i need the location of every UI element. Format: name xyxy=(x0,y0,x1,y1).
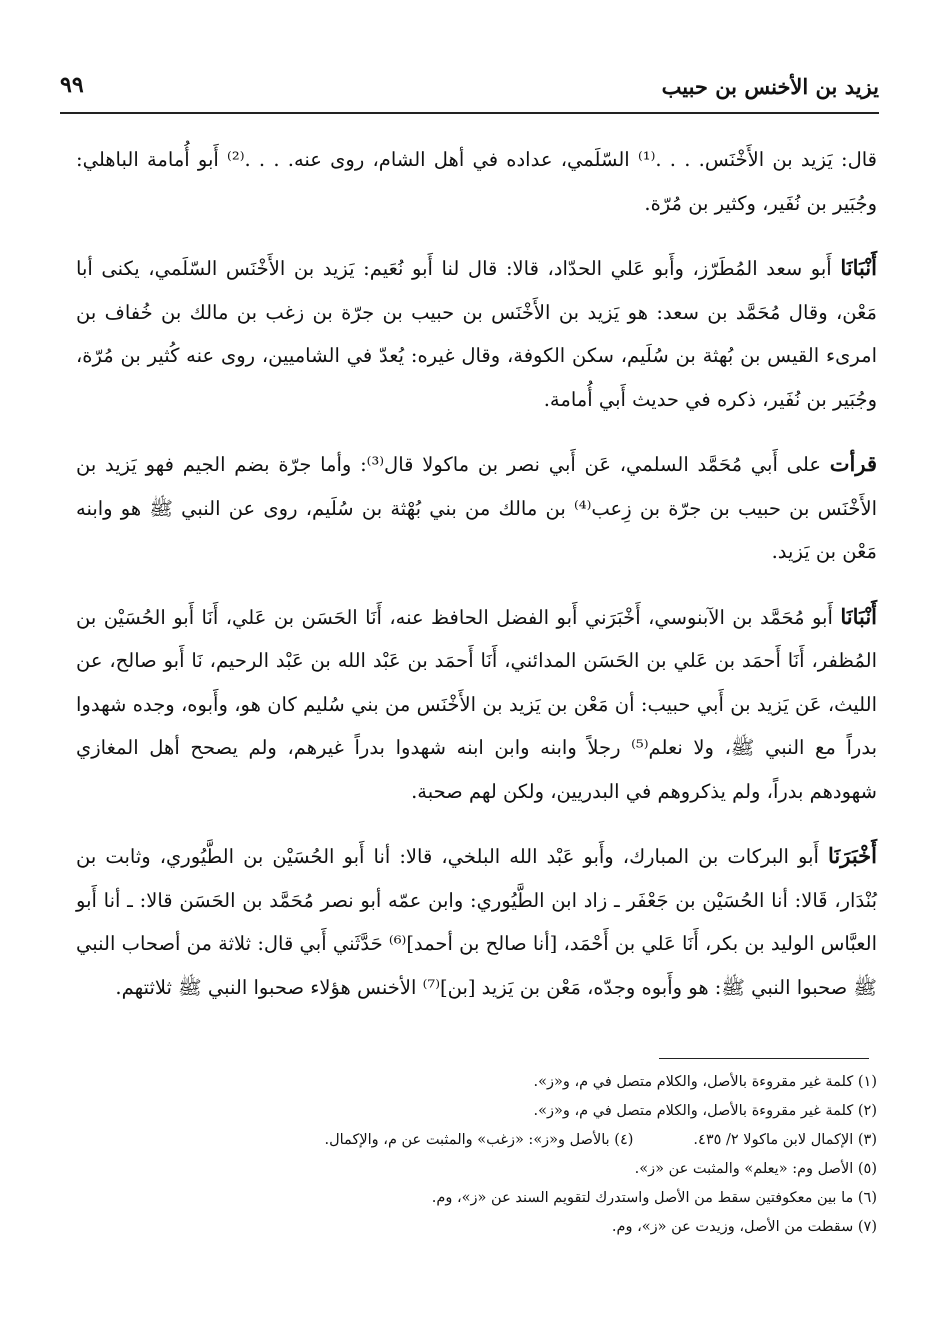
paragraph-text: أَبو البركات بن المبارك، وأَبو عَبْد الله البلخي، قالا: أنا أَبو الحُسَيْن بن الطَّيُوري، وثابت بن بُنْدَار، قَالا: أنا الحُسَيْن بن جَعْفَر ـ زاد ابن الطَّيُوري: وابن عمّه أبو نصر مُحَمَّد بن الحَسَن قالا: ـ أنا أَبو العبَّاس الوليد بن بكر، أَنَا عَلي بن أَحْمَد، [أنا صالح بن أحمد]⁽⁶⁾ حَدَّثَني أَبي قال: ثلاثة من أصحاب النبي ﷺ صحبوا النبي ﷺ: هو وأَبوه وجدّه، مَعْن بن يَزيد [بن]⁽⁷⁾ الأخنس هؤلاء صحبوا النبي ﷺ ثلاثتهم. xyxy=(76,845,878,999)
paragraph-3 xyxy=(76,442,877,574)
footnote-7: (٧) سقطت من الأصل، وزيدت عن «ز»، وم. xyxy=(611,1219,877,1235)
footnote-5: (٥) الأصل وم: «يعلم» والمثبت عن «ز». xyxy=(634,1161,877,1177)
narration-keyword: أَخْبَرَنَا xyxy=(828,843,877,868)
footnote-divider xyxy=(659,1058,869,1059)
running-title: يزيد بن الأخنس بن حبيب xyxy=(661,74,879,99)
narration-keyword: قرأت xyxy=(829,451,877,476)
narration-keyword: أَنْبَانَا xyxy=(840,603,878,629)
footnote-3: (٣) الإكمال لابن ماكولا ٢/ ٤٣٥. xyxy=(693,1132,877,1148)
paragraph-text: أَبو مُحَمَّد بن الآبنوسي، أَخْبَرَني أَبو الفضل الحافظ عنه، أَنَا الحَسَن بن عَلي، أَنَا أَبو الحُسَيْن بن المُظفر، أَنَا أَحمَد بن عَلي بن الحَسَن المدائني، أَنَا أَحمَد بن عَبْد الله بن عَبْد الرحيم، نَا أَبو صالح، عن الليث، عَن يَزيد بن أَبي حبيب: أن مَعْن بن يَزيد بن الأَخْنَس من بني سُليم كان هو، وأَبوه، وجده شهدوا بدراً مع النبي ﷺ، ولا نعلم⁽⁵⁾ رجلاً وابنه وابن ابنه شهدوا بدراً غيرهم، ولم يصحح أهل المغازي شهودهم بدراً، ولم يذكروهم في البدريين، ولكن لهم صحبة. xyxy=(76,605,877,803)
main-text xyxy=(76,138,877,1030)
footnote-spacer xyxy=(633,1126,693,1155)
page-number: ٩٩ xyxy=(60,72,84,98)
paragraph-text: قال: يَزيد بن الأَخْنَس. . . .⁽¹⁾ السّلَمي، عداده في أهل الشام، روى عنه. . . .⁽²⁾ أَبو أُمامة الباهلي: وجُبَير بن نُفَير، وكثير بن مُرّة. xyxy=(76,148,877,215)
paragraph-text: أَبو سعد المُطَرّز، وأَبو عَلي الحدّاد، قالا: قال لنا أَبو نُعَيم: يَزيد بن الأَخْنَس السّلَمي، يكنى أبا مَعْن، وقال مُحَمَّد بن سعد: هو يَزيد بن الأَخْنَس بن حبيب بن جرّة بن زغب بن مالك بن خُفاف بن امرىء القيس بن بُهثة بن سُلَيم، سكن الكوفة، وقال غيره: يُعدّ في الشاميين، روى عنه كُثير بن مُرّة، وجُبَير بن نُفَير، ذكره في حديث أَبي أُمامة. xyxy=(76,257,877,411)
footnote-2: (٢) كلمة غير مقروءة بالأصل، والكلام متصل في م، و«ز». xyxy=(533,1103,877,1119)
footnote-3-4 xyxy=(100,1126,877,1155)
paragraph-4 xyxy=(76,595,877,814)
footnote-1: (١) كلمة غير مقروءة بالأصل، والكلام متصل في م، و«ز». xyxy=(533,1074,877,1090)
footnote-6: (٦) ما بين معكوفتين سقط من الأصل واستدرك لتقويم السند عن «ز»، وم. xyxy=(431,1190,877,1206)
narration-keyword: أَنْبَانَا xyxy=(840,255,877,280)
footnotes xyxy=(100,1068,877,1242)
paragraph-1 xyxy=(76,138,877,225)
footnote-4: (٤) بالأصل و«ز»: «زغب» والمثبت عن م، والإكمال. xyxy=(324,1132,634,1148)
paragraph-text: على أَبي مُحَمَّد السلمي، عَن أَبي نصر بن ماكولا قال⁽³⁾: وأما جرّة بضم الجيم فهو يَزيد بن الأَخْنَس بن حبيب بن جرّة بن زِعب⁽⁴⁾ بن مالك من بني بُهْثة بن سُلَيم، روى عن النبي ﷺ هو وابنه مَعْن بن يَزيد. xyxy=(76,453,877,563)
header-divider xyxy=(60,112,879,114)
paragraph-2 xyxy=(76,246,877,421)
paragraph-5 xyxy=(76,834,877,1009)
page-header xyxy=(60,66,879,110)
